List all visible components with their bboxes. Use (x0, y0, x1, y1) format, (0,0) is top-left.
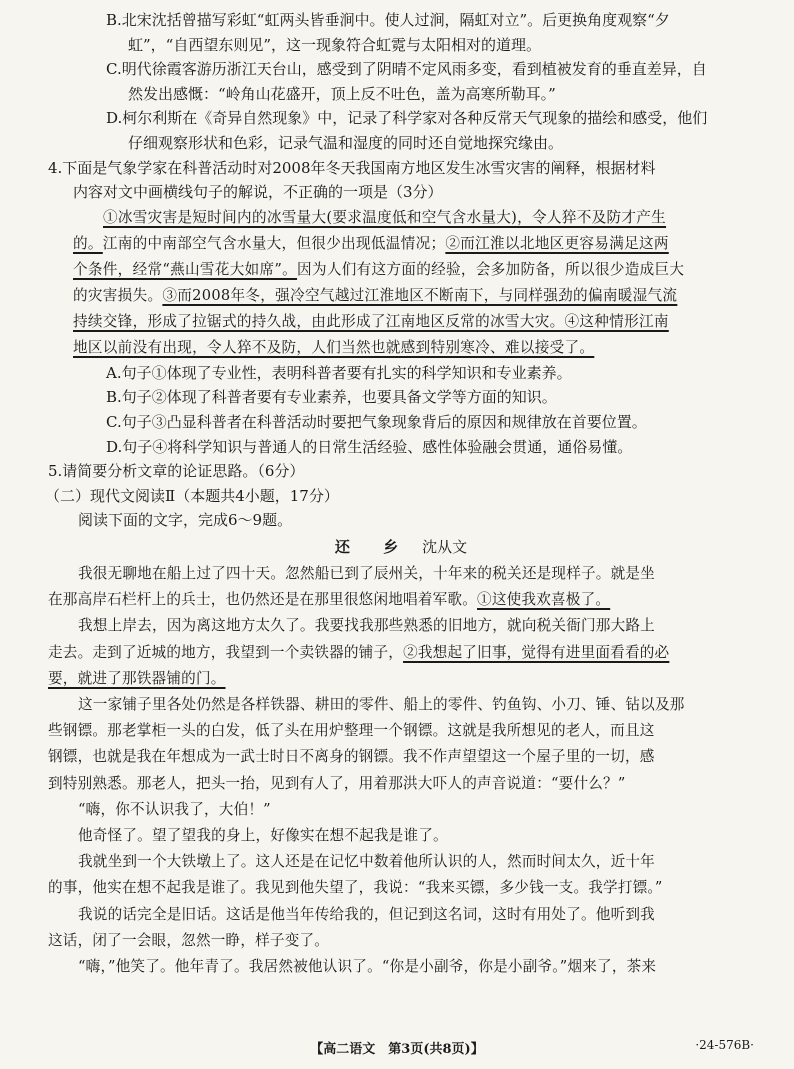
story-line (48, 666, 754, 692)
story-line (48, 849, 754, 875)
story-line (48, 561, 754, 587)
passage-text: 江南的中南部空气含水量大，但很少出现低温情况； (102, 234, 446, 252)
story-text: 走去。走到了近城的地方，我望到一个卖铁器的铺子， (48, 643, 404, 661)
page-footer (0, 1038, 794, 1057)
passage-line (48, 231, 754, 257)
story-line (48, 640, 754, 666)
passage-line (48, 283, 754, 309)
story-text: 我很无聊地在船上过了四十天。忽然船已到了辰州关，十年来的税关还是现样子。就是坐 (78, 564, 655, 582)
underlined-sentence: 个条件，经常“燕山雪花大如席”。 (73, 260, 298, 278)
q4-option-c: C.句子③凸显科普者在科普活动时要把气象现象背后的原因和规律放在首要位置。 (106, 412, 647, 431)
story-line (48, 954, 754, 980)
passage-line (48, 335, 754, 361)
story-line (48, 875, 754, 901)
underlined-sentence: 的。 (73, 234, 103, 252)
q4-stem-line1: 4.下面是气象学家在科普活动时对2008年冬天我国南方地区发生冰雪灾害的阐释，根据材料 (48, 158, 656, 177)
story-line (48, 613, 754, 639)
option-c-line2: 然发出感慨：“岭角山花盛开，顶上反不吐色，盖为高寒所勒耳。” (128, 84, 556, 103)
story-text: 我说的话完全是旧话。这话是他当年传给我的，但记到这名词，这时有用处了。他听到我 (78, 905, 655, 923)
q4-passage (48, 205, 754, 361)
underlined-sentence: ②而江淮以北地区更容易满足这两 (445, 234, 669, 252)
story-text: 钢镖，也就是我在年想成为一武士时日不离身的钢镖。我不作声望望这一个屋子里的一切，感 (48, 748, 655, 766)
q4-stem-line2: 内容对文中画横线句子的解说，不正确的一项是（3分） (73, 183, 443, 202)
q4-option-d: D.句子④将科学知识与普通人的日常生活经验、感性体验融会贯通，通俗易懂。 (106, 437, 633, 456)
passage-line (48, 257, 754, 283)
footer-page-info: 【高二语文 第3页(共8页)】 (310, 1042, 484, 1057)
passage-line (48, 309, 754, 335)
story-text: 这话，闭了一会眼，忽然一睁，样子变了。 (48, 931, 330, 949)
option-c-line1: C.明代徐霞客游历浙江天台山，感受到了阴晴不定风雨多变，看到植被发育的垂直差异，自 (106, 60, 707, 79)
question-5: 5.请简要分析文章的论证思路。（6分） (48, 462, 305, 481)
story-author: 沈从文 (422, 537, 468, 556)
underlined-sentence: 持续交锋，形成了拉锯式的持久战，由此形成了江南地区反常的冰雪大灾。 (73, 312, 565, 330)
story-text: 些钢镖。那老掌柜一头的白发，低了头在用炉整理一个钢镖。这就是我所想见的老人，而且这 (48, 722, 655, 740)
question-4 (48, 156, 754, 460)
story-line (48, 718, 754, 744)
reading-instruction: 阅读下面的文字，完成6～9题。 (78, 511, 293, 530)
story-title (48, 533, 754, 561)
underlined-sentence: ④这种情形江南 (564, 312, 669, 330)
q4-option-b: B.句子②体现了科普者要有专业素养，也要具备文学等方面的知识。 (106, 388, 557, 407)
q4-option-a: A.句子①体现了专业性，表明科普者要有扎实的科学知识和专业素养。 (106, 363, 572, 382)
option-b-line2: 虹”，“自西望东则见”，这一现象符合虹霓与太阳相对的道理。 (128, 35, 542, 54)
story-line (48, 797, 754, 823)
story-text: “嗨，”他笑了。他年青了。我居然被他认识了。“你是小副爷，你是小副爷。”烟来了，茶来 (78, 957, 657, 975)
option-d-line1: D.柯尔利斯在《奇异自然现象》中，记录了科学家对各种反常天气现象的描绘和感受，他们 (106, 109, 708, 128)
underlined-sentence: ①这使我欢喜极了。 (477, 591, 611, 609)
underlined-sentence: ③而2008年冬，强冷空气越过江淮地区不断南下，与同样强劲的偏南暖湿气流 (162, 286, 678, 304)
underlined-sentence: ①冰雪灾害是短时间内的冰雪量大(要求温度低和空气含水量大)，令人猝不及防才产生 (103, 208, 667, 226)
options-top (78, 8, 754, 156)
underlined-sentence: 地区以前没有出现，令人猝不及防，人们当然也就感到特别寒冷、难以接受了。 (73, 338, 595, 356)
option-b-line1: B.北宋沈括曾描写彩虹“虹两头皆垂涧中。使人过涧，隔虹对立”。后更换角度观察“夕 (106, 11, 670, 29)
story-line (48, 692, 754, 718)
story-text: 到特别熟悉。那老人，把头一抬，见到有人了，用着那洪大吓人的声音说道：“要什么？” (48, 774, 626, 792)
story-text: 在那高岸石栏杆上的兵士，也仍然还是在那里很悠闲地唱着军歌。 (48, 591, 478, 609)
footer-exam-code: ·24-576B· (695, 1038, 754, 1052)
passage-text: 的灾害损失。 (73, 286, 163, 304)
underlined-sentence: 要，就进了那铁器铺的门。 (48, 669, 226, 687)
passage-line (48, 205, 754, 231)
underlined-sentence: ②我想起了旧事，觉得有进里面看看的必 (403, 643, 670, 661)
passage-text: 因为人们有这方面的经验，会多加防备，所以很少造成巨大 (297, 260, 685, 278)
story-title-text: 还 乡 (334, 537, 413, 556)
story-text: 我就坐到一个大铁墩上了。这人还是在记忆中数着他所认识的人，然而时间太久，近十年 (78, 853, 655, 871)
story-body (48, 561, 754, 980)
option-d-line2: 仔细观察形状和色彩，记录气温和湿度的同时还自觉地探究缘由。 (128, 133, 564, 152)
story-line (48, 823, 754, 849)
story-line (48, 771, 754, 797)
story-line (48, 902, 754, 928)
story-line (48, 928, 754, 954)
story-text: 这一家铺子里各处仍然是各样铁器、耕田的零件、船上的零件、钓鱼钩、小刀、锤、钻以及那 (78, 695, 685, 713)
story-text: 我想上岸去，因为离这地方太久了。我要找我那些熟悉的旧地方，就向税关衙门那大路上 (78, 617, 655, 635)
story-text: “嗨，你不认识我了，大伯！” (78, 800, 271, 818)
story-text: 他奇怪了。望了望我的身上，好像实在想不起我是谁了。 (78, 826, 448, 844)
section-heading: （二）现代文阅读Ⅱ（本题共4小题，17分） (45, 486, 339, 505)
story-line (48, 744, 754, 770)
story-line (48, 587, 754, 613)
story-text: 的事，他实在想不起我是谁了。我见到他失望了，我说：“我来买镖，多少钱一支。我学打镖。” (48, 879, 663, 897)
